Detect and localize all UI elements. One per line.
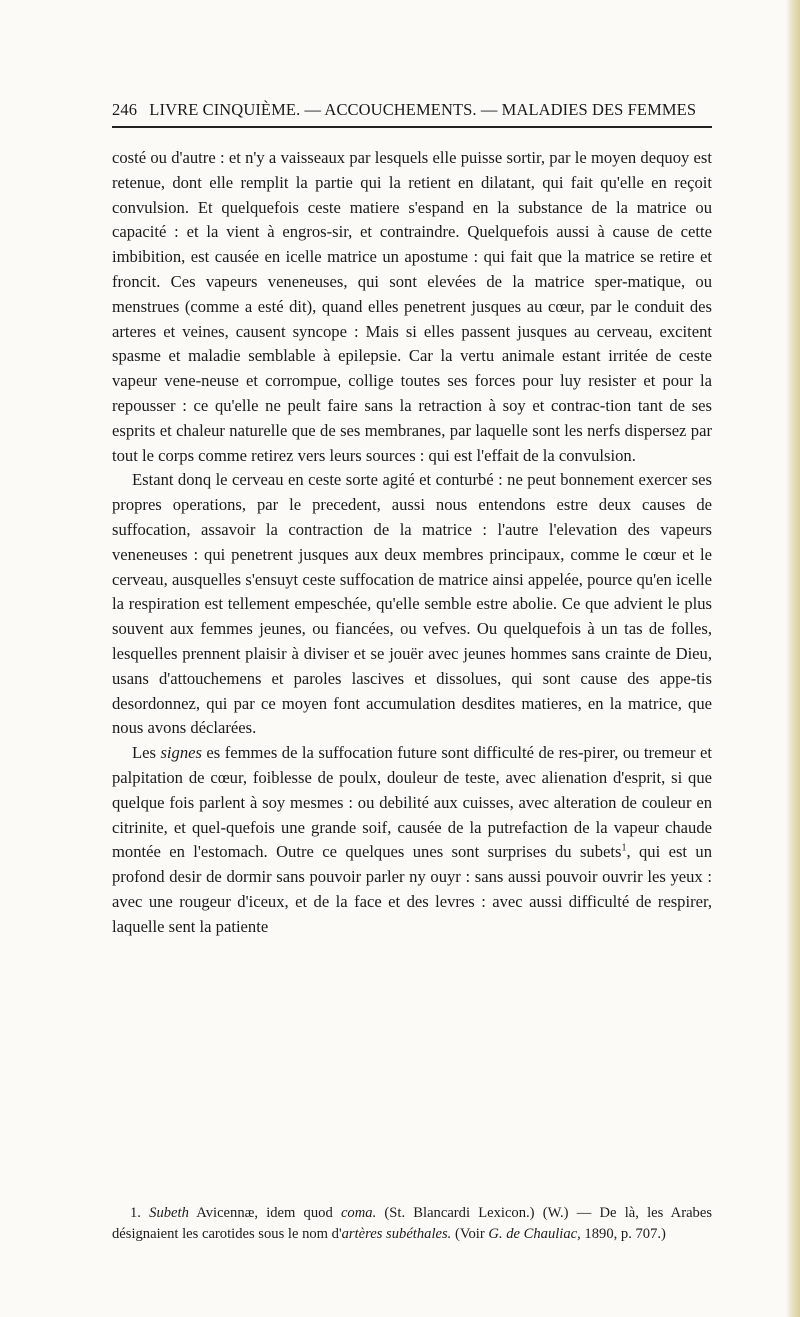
header-rule	[112, 126, 712, 128]
footnote-part-4: 1890, p. 707.)	[580, 1225, 666, 1242]
footnote-part-1: Avicennæ, idem quod	[188, 1205, 341, 1221]
running-title: LIVRE CINQUIÈME. — ACCOUCHEMENTS. — MALADIES DES FEMMES	[149, 100, 697, 119]
footnote-text	[112, 1203, 712, 1244]
body-text	[112, 146, 712, 940]
footnote-arteres: artères subéthales.	[341, 1225, 452, 1242]
paragraph-3-start: Les	[132, 743, 161, 763]
paragraph-2: Estant donq le cerveau en ceste sorte agité et conturbé : ne peut bonnement exercer ses propres operations, par le precedent, aussi nous entendons estre deux causes de suffocation, assavoir la contraction de la matrice : l'autre l'elevation des vapeurs veneneuses : qui penetrent jusques aux deux membres principaux, comme le cœur et le cerveau, ausquelles s'ensuyt ceste suffocation de matrice ainsi appelée, pource qu'en icelle la respiration est tellement empeschée, qu'elle semble estre abolie. Ce que advient le plus souvent aux femmes jeunes, ou fiancées, ou vefves. Ou quelquefois à un tas de folles, lesquelles prennent plaisir à diviser et se jouër avec jeunes hommes sans crainte de Dieu, usans d'attouchemens et paroles lascives et dissolues, qui sont cause des appe-tis desordonnez, qui par ce moyen font accumulation desdites matieres, en la matrice, que nous avons déclarées.	[112, 470, 712, 738]
footnote-citation: G. de Chauliac,	[488, 1225, 581, 1242]
footnote-coma: coma.	[340, 1205, 377, 1221]
paragraph-3-tail: , qui est un profond desir de dormir sans pouvoir parler ny ouyr : sans aussi pouvoir ouvrir les yeux : avec une rougeur d'iceux, et de la face et des levres : avec aussi difficulté de respirer, laquelle sent la patiente	[112, 842, 712, 936]
footnote-term: Subeth	[149, 1205, 189, 1221]
running-header	[112, 100, 712, 120]
footnote-part-2: (St. Blancardi Lexicon.) (W.) — De là, les Arabes désignaient les carotides sous le nom d'	[112, 1205, 712, 1242]
paragraph-3-body: es femmes de la suffocation future sont difficulté de res-pirer, ou tremeur et palpitation de cœur, foiblesse de poulx, douleur de teste, avec alienation d'esprit, si que quelque fois parlent à soy mesmes : ou debilité aux cuisses, avec alteration de couleur en citrinite, et quel-quefois une grande soif, causée de la putrefaction de la vapeur chaude montée en l'estomach. Outre ce quelques unes sont surprises du subets	[112, 743, 712, 862]
page-number: 246	[112, 100, 138, 119]
footnote	[112, 1203, 712, 1244]
paragraph-3-italic-signes: signes	[160, 743, 202, 763]
paragraph-3	[112, 741, 712, 939]
paragraph-1: costé ou d'autre : et n'y a vaisseaux par lesquels elle puisse sortir, par le moyen dequoy est retenue, dont elle remplit la partie qui la retient en dilatant, qui fait qu'elle en reçoit convulsion. Et quelquefois ceste matiere s'espand en la substance de la matrice ou capacité : et la vient à engros-sir, et contraindre. Quelquefois aussi à cause de cette imbibition, est causée en icelle matrice un apostume : qui fait que la matrice se retire et froncit. Ces vapeurs veneneuses, qui sont elevées de la matrice sper-matique, ou menstrues (comme a esté dit), quand elles penetrent jusques au cœur, par le conduit des arteres et veines, causent syncope : Mais si elles passent jusques au cerveau, excitent spasme et maladie semblable à epilepsie. Car la vertu animale estant irritée de ceste vapeur vene-neuse et corrompue, collige toutes ses forces pour luy resister et pour la repousser : ce qu'elle ne peult faire sans la retraction à soy et contrac-tion tant de ses esprits et chaleur naturelle que de ses membranes, par laquelle sont les nerfs dispersez par tout le corps comme retirez vers leurs sources : qui est l'effait de la convulsion.	[112, 148, 712, 465]
footnote-part-3: (Voir	[451, 1225, 489, 1242]
page-edge-shadow	[786, 0, 800, 1317]
footnote-reference: 1	[621, 842, 627, 854]
footnote-number: 1.	[130, 1205, 150, 1221]
